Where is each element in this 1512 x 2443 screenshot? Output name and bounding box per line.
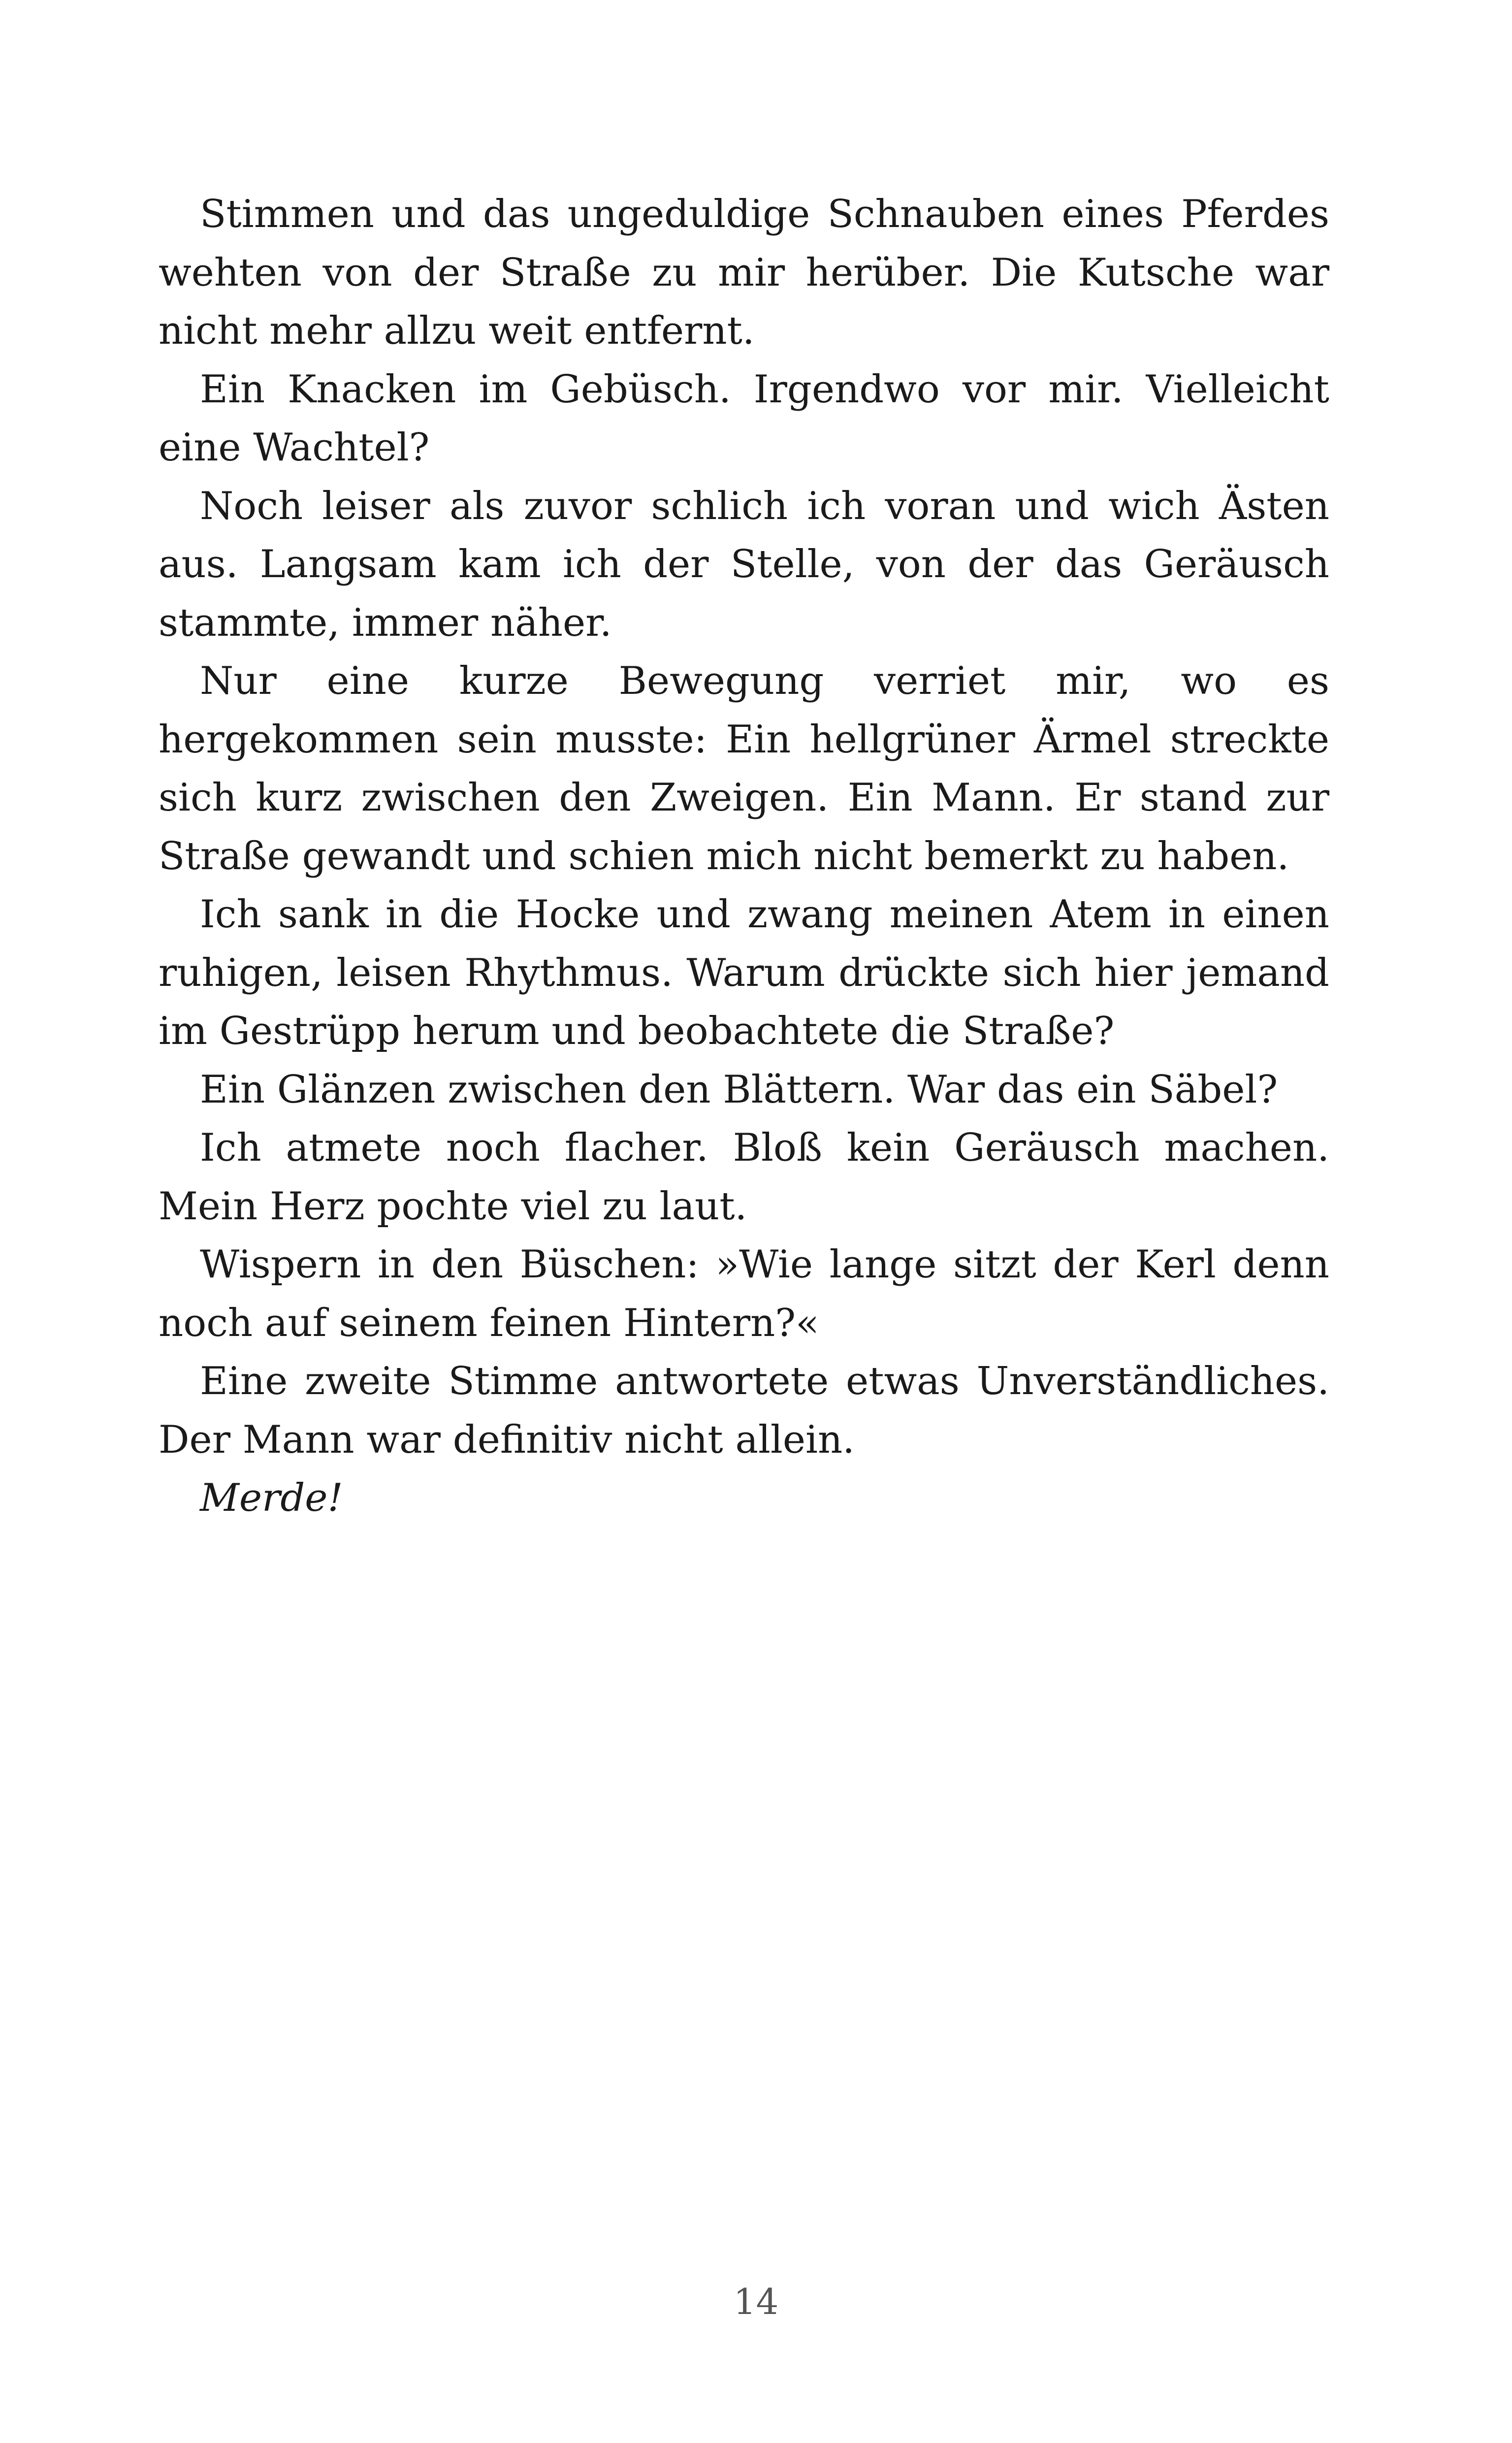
paragraph: Ein Knacken im Gebüsch. Irgendwo vor mir. Vielleicht eine Wachtel? xyxy=(159,367,1329,470)
paragraph: Ich atmete noch flacher. Bloß kein Geräusch machen. Mein Herz pochte viel zu laut. xyxy=(159,1126,1329,1229)
paragraph: Nur eine kurze Bewegung verriet mir, wo es hergekommen sein musste: Ein hellgrüner Ärmel streckte sich kurz zwischen den Zweigen. Ein Mann. Er stand zur Straße gewandt und schien mich nicht bemerkt zu haben. xyxy=(159,659,1329,879)
page-number: 14 xyxy=(733,2281,779,2322)
body-text xyxy=(159,185,1329,1528)
paragraph: Ich sank in die Hocke und zwang meinen Atem in einen ruhigen, leisen Rhythmus. Warum drückte sich hier jemand im Gestrüpp herum und beobachtete die Straße? xyxy=(159,892,1329,1053)
paragraph: Noch leiser als zuvor schlich ich voran und wich Ästen aus. Langsam kam ich der Stelle, von der das Geräusch stammte, immer näher. xyxy=(159,484,1329,645)
paragraph: Stimmen und das ungeduldige Schnauben eines Pferdes wehten von der Straße zu mir herüber. Die Kutsche war nicht mehr allzu weit entfernt. xyxy=(159,192,1329,353)
paragraph-emphasis: Merde! xyxy=(200,1476,343,1520)
paragraph: Ein Glänzen zwischen den Blättern. War das ein Säbel? xyxy=(200,1067,1278,1112)
paragraph: Wispern in den Büschen: »Wie lange sitzt der Kerl denn noch auf seinem feinen Hintern?« xyxy=(159,1242,1329,1345)
paragraph: Eine zweite Stimme antwortete etwas Unverständliches. Der Mann war definitiv nicht allein. xyxy=(159,1359,1329,1462)
